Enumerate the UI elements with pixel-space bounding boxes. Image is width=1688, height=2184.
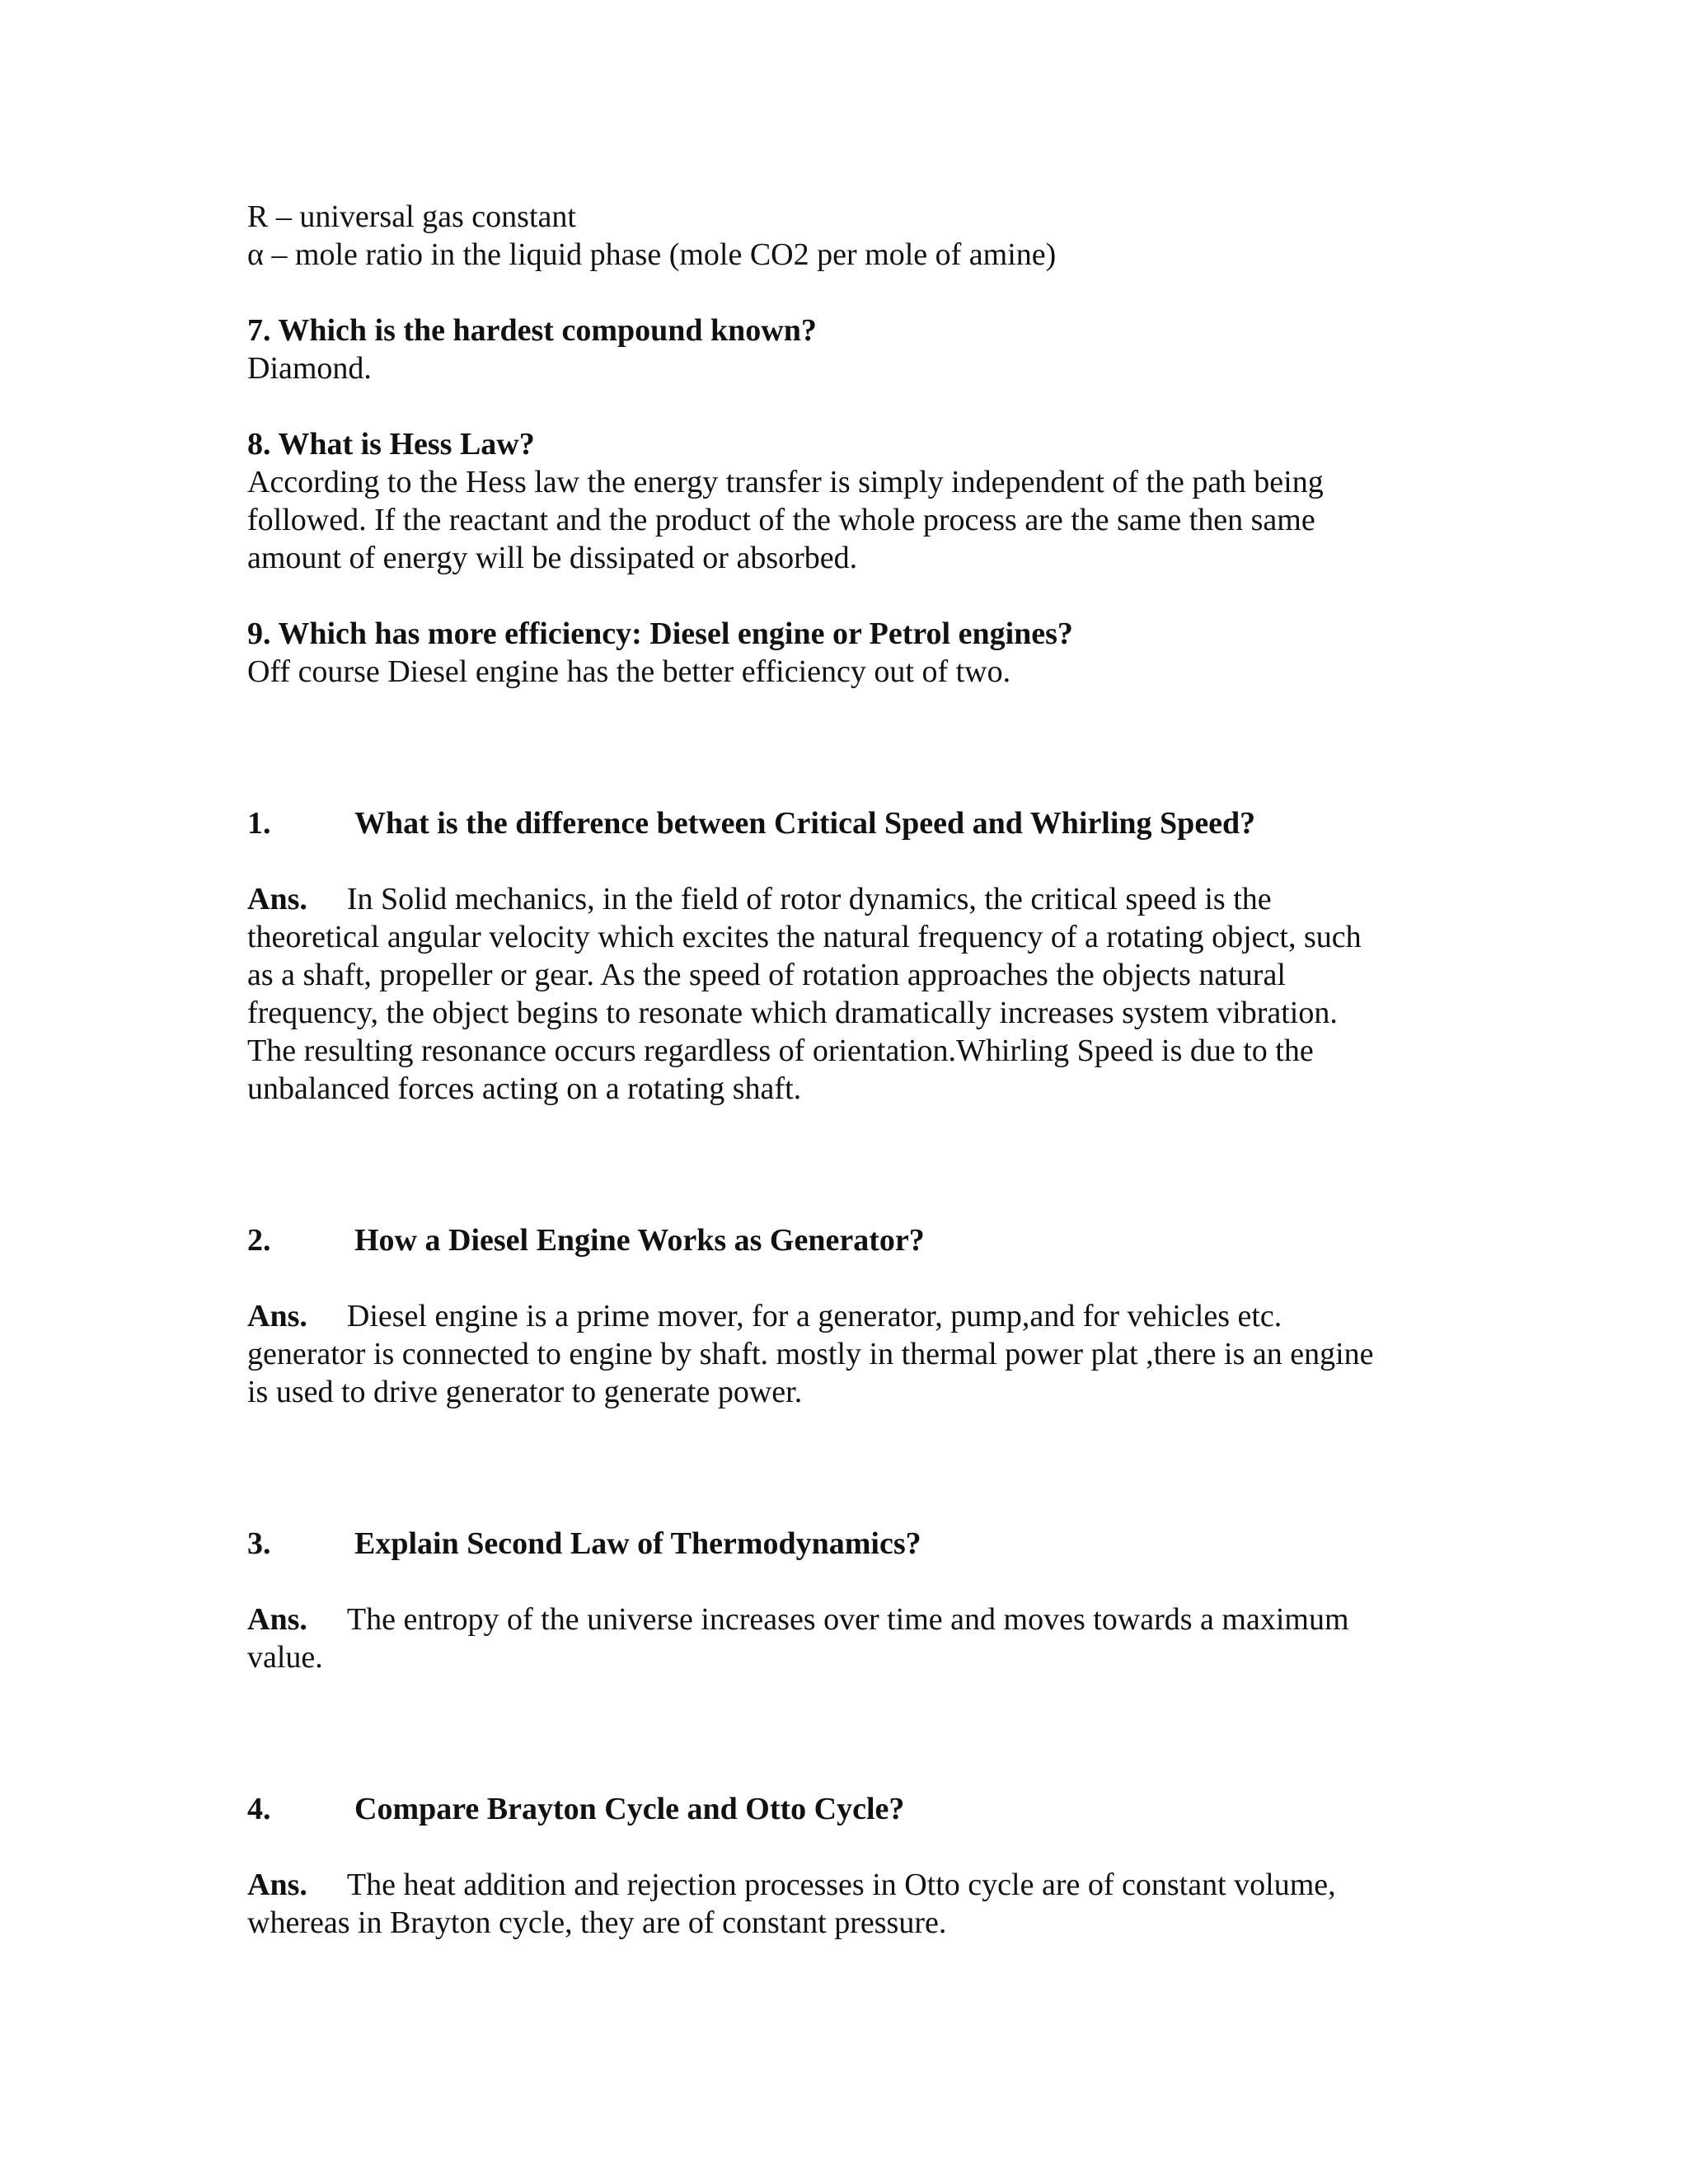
numbered-question-4 xyxy=(247,1790,1442,1828)
answer-1-line: as a shaft, propeller or gear. As the speed of rotation approaches the objects natural xyxy=(247,958,1286,992)
document-page xyxy=(247,198,1442,1942)
answer-1-line: unbalanced forces acting on a rotating shaft. xyxy=(247,1071,802,1106)
question-text: What is the difference between Critical Speed and Whirling Speed? xyxy=(354,806,1256,841)
definition-r: R – universal gas constant xyxy=(247,199,576,234)
question-number: 2. xyxy=(247,1223,271,1258)
answer-4-line: whereas in Brayton cycle, they are of constant pressure. xyxy=(247,1905,947,1940)
answer-1-line: Ans. In Solid mechanics, in the field of rotor dynamics, the critical speed is the xyxy=(247,882,1272,916)
answer-3-line: value. xyxy=(247,1640,323,1675)
question-text: Explain Second Law of Thermodynamics? xyxy=(354,1526,921,1561)
answer-2-line: Ans. Diesel engine is a prime mover, for a generator, pump,and for vehicles etc. xyxy=(247,1299,1282,1333)
answer-1-line: The resulting resonance occurs regardless of orientation.Whirling Speed is due to the xyxy=(247,1033,1314,1068)
answer-1-line: theoretical angular velocity which excites the natural frequency of a rotating object, such xyxy=(247,920,1362,954)
question-number: 4. xyxy=(247,1792,271,1826)
numbered-question-3 xyxy=(247,1525,1442,1563)
ans-label: Ans. xyxy=(247,882,307,916)
answer-8-line: amount of energy will be dissipated or absorbed. xyxy=(247,541,858,575)
answer-7: Diamond. xyxy=(247,351,372,386)
numbered-question-2 xyxy=(247,1221,1442,1259)
answer-9: Off course Diesel engine has the better efficiency out of two. xyxy=(247,654,1011,689)
answer-3-line: Ans. The entropy of the universe increases over time and moves towards a maximum xyxy=(247,1602,1349,1637)
definition-alpha: α – mole ratio in the liquid phase (mole CO2 per mole of amine) xyxy=(247,237,1057,272)
answer-8-line: According to the Hess law the energy transfer is simply independent of the path being xyxy=(247,465,1324,499)
ans-label: Ans. xyxy=(247,1868,307,1902)
question-number: 1. xyxy=(247,806,271,841)
numbered-question-1 xyxy=(247,804,1442,842)
question-text: Compare Brayton Cycle and Otto Cycle? xyxy=(354,1792,905,1826)
question-9: 9. Which has more efficiency: Diesel engine or Petrol engines? xyxy=(247,616,1073,651)
answer-4-line: Ans. The heat addition and rejection processes in Otto cycle are of constant volume, xyxy=(247,1868,1336,1902)
answer-2-line: generator is connected to engine by shaft. mostly in thermal power plat ,there is an engine xyxy=(247,1337,1374,1371)
answer-1-line: frequency, the object begins to resonate which dramatically increases system vibration. xyxy=(247,996,1338,1030)
answer-2-line: is used to drive generator to generate power. xyxy=(247,1375,803,1409)
question-7: 7. Which is the hardest compound known? xyxy=(247,313,817,348)
question-text: How a Diesel Engine Works as Generator? xyxy=(354,1223,925,1258)
ans-label: Ans. xyxy=(247,1299,307,1333)
answer-8-line: followed. If the reactant and the product of the whole process are the same then same xyxy=(247,503,1315,537)
question-number: 3. xyxy=(247,1526,271,1561)
question-8: 8. What is Hess Law? xyxy=(247,427,535,462)
ans-label: Ans. xyxy=(247,1602,307,1637)
